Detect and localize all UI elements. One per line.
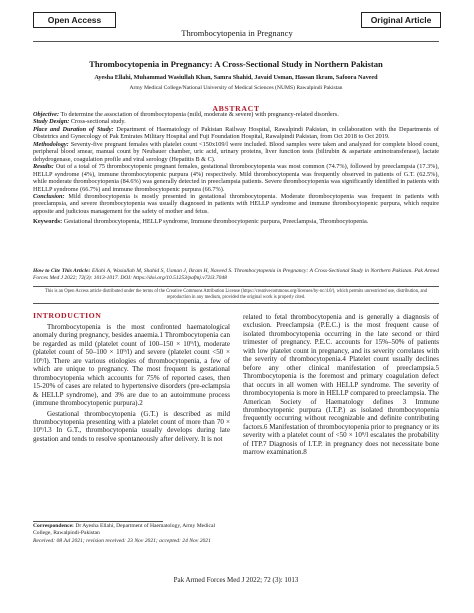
original-article-badge: Original Article — [361, 12, 441, 28]
keywords-text: Gestational thrombocytopenia, HELLP syndrome, Immune thrombocytopenic purpura, Preeclampsia, Thrombocytopenia. — [62, 218, 369, 226]
introduction-heading: INTRODUCTION — [33, 311, 102, 320]
methodology-text: Seventy-five pregnant females with platelet count <150x109/l were included. Blood samples were taken and analyzed for complete blood count, peripheral blood smear, manual count by Neubauer chamber, uric acid, urinary proteins, liver function tests (bilirubin & aspartate aminotransferase), lactate dehydrogenase, coagulation profile and viral serology (Hepatitis B & C). — [33, 140, 439, 163]
abstract-objective — [33, 111, 439, 118]
correspondence-text: Dr Ayesha Ellahi, Department of Haematology, Army Medical College, Rawalpindi-Pakistan — [33, 523, 216, 536]
right-column — [243, 313, 439, 457]
license-bottom-rule — [33, 303, 439, 304]
methodology-label: Methodology: — [33, 140, 69, 148]
objective-text: To determine the association of thrombocytopenia (mild, moderate & severe) with pregnancy-related disorders. — [59, 111, 339, 118]
conclusion-text: Mild thrombocytopenia is mostly presented in gestational thrombocytopenia. Moderate thrombocytopenia was frequent in patients with preeclampsia, and severe thrombocytopenia was usually diagnosed in patients with HELLP syndrome and immune thrombocytopenic purpura, which require apposite and judicious management for the safety of mother and fetus. — [33, 192, 439, 215]
left-column — [33, 311, 230, 443]
abstract-methodology — [33, 141, 439, 163]
license-notice: This is an Open Access article distributed under the terms of the Creative Commons Attribution License (https://creativecommons.org/licenses/by-nc/4.0/), which permits unrestricted use, distribution, and reproduction in any medium, provided the original work is properly cited. — [44, 289, 428, 300]
abstract-place — [33, 126, 439, 141]
license-top-rule — [33, 286, 439, 287]
cite-text: Ellahi A, Wasiullah M, Shahid S, Usman J, Ikram H, Naveed S. Thrombocytopenia in Pregnancy: A Cross-Sectional Study in Northern Pakistan. Pak Armed Forces Med J 2022; 72(3): 1013-1017. DOI: https://doi.org/10.51253/pafmj.v72i3.7048 — [33, 268, 440, 281]
article-title: Thrombocytopenia in Pregnancy: A Cross-Sectional Study in Northern Pakistan — [89, 59, 383, 69]
design-text: Cross-sectional study. — [69, 118, 126, 126]
objective-label: Objective: — [33, 111, 60, 118]
keywords-label: Keywords: — [33, 218, 63, 226]
abstract-conclusion — [33, 193, 439, 215]
intro-paragraph-3: related to fetal thrombocytopenia and is generally a diagnosis of exclusion. Preeclampsia (P.E.C.) is the most frequent cause of isolated thrombocytopenia occurring in the late second or third trimester of pregnancy. P.E.C. accounts for 15%–50% of patients with low platelet count in pregnancy, and its severity correlates with the severity of thrombocytopenia.4 Platelet count usually declines before any other clinical manifestation of preeclampsia.5 Thrombocytopenia is the foremost and primary coagulation defect that occurs in all women with HELLP syndrome. The severity of thrombocytopenia is more in HELLP compared to preeclampsia. The American Society of Haematology defines 3 Immune thrombocytopenic purpura (I.T.P.) as isolated thrombocytopenia frequently occurring without recognizable and definite contributing factors.6 Manifestation of thrombocytopenia prior to pregnancy or its severity with a platelet count of <50 × 10⁹/l escalates the probability of ITP.7 Diagnosis of I.T.P. in pregnancy does not necessitate bone marrow examination.8 — [243, 313, 439, 457]
intro-paragraph-1: Thrombocytopenia is the most confronted haematological anomaly during pregnancy, besides anaemia.1 Thrombocytopenia can be regarded as mild (platelet count of 100–150 × 10⁹/l), moderate (platelet count of 50–100 × 10⁹/l) and severe (platelet count <50 × 10⁹/l). There are various etiologies of thrombocytopenia, a few of which are unique to pregnancy. The most frequent is gestational thrombocytopenia which accounts for 75% of reported cases, then 15-20% of cases are related to hypertensive disorders (pre-eclampsia & HELLP syndrome), and 3% are due to an autoimmune process (immune thrombocytopenic purpura).2 — [33, 323, 230, 408]
abstract-results — [33, 163, 439, 193]
results-label: Results: — [33, 163, 54, 171]
left-column-text — [33, 323, 230, 443]
correspondence-label: Correspondence: — [33, 523, 74, 529]
abstract-heading: ABSTRACT — [212, 104, 260, 113]
abstract-keywords — [33, 218, 439, 225]
how-to-cite — [33, 268, 439, 282]
correspondence-address — [33, 523, 230, 537]
affiliation: Army Medical College/National University of Medical Sciences (NUMS) Rawalpindi Pakistan — [129, 85, 343, 91]
abstract-body — [33, 111, 439, 226]
place-label: Place and Duration of Study: — [33, 125, 114, 133]
conclusion-label: Conclusion: — [33, 192, 65, 200]
article-dates — [33, 538, 230, 545]
intro-paragraph-2: Gestational thrombocytopenia (G.T.) is described as mild thrombocytopenia presenting with a platelet count of more than 70 × 10⁹/l.3 In G.T., thrombocytopenia usually develops during late gestation and tends to resolve spontaneously after delivery. It is not — [33, 409, 230, 443]
correspondence-rule — [33, 521, 163, 522]
open-access-badge: Open Access — [33, 12, 116, 28]
running-header: Thrombocytopenia in Pregnancy — [181, 28, 293, 38]
header-rule — [33, 41, 439, 42]
design-label: Study Design: — [33, 118, 70, 126]
author-list: Ayesha Ellahi, Muhammad Wasiullah Khan, Samra Shahid, Javaid Usman, Hassan Ikram, Safoora Naveed — [94, 74, 378, 81]
results-text: Out of a total of 75 thrombocytopenic pregnant females, gestational thrombocytopenia was most common (74.7%), followed by preeclampsia (17.3%), HELLP syndrome (4%), immune thrombocytopenic purpura (4%) respectively. Mild thrombocytopenia was frequently observed in patients of G.T. (62.5%), while moderate thrombocytopenia (84.6%) was generally detected in preeclampsia patients. Severe thrombocytopenia was significantly identified in patients with HELLP syndrome (66.7%) and immune thrombocytopenic purpura (66.7%). — [33, 163, 439, 193]
dates-text: Received: 08 Jul 2021; revision received: 23 Nov 2021; accepted: 24 Nov 2021 — [33, 537, 211, 544]
abstract-design — [33, 118, 439, 125]
cite-label: How to Cite This Article: — [33, 268, 91, 274]
place-text: Department of Haematology of Pakistan Railway Hospital, Rawalpindi Pakistan, in collaboration with the Departments of Obstetrics and Gynecology of Pak Emirates Military Hospital and Fuji Foundation Hospital, Rawalpindi Pakistan, from Oct 2018 to Oct 2019. — [33, 125, 439, 141]
page-footer: Pak Armed Forces Med J 2022; 72 (3): 1013 — [173, 576, 299, 584]
correspondence-block — [33, 523, 230, 545]
